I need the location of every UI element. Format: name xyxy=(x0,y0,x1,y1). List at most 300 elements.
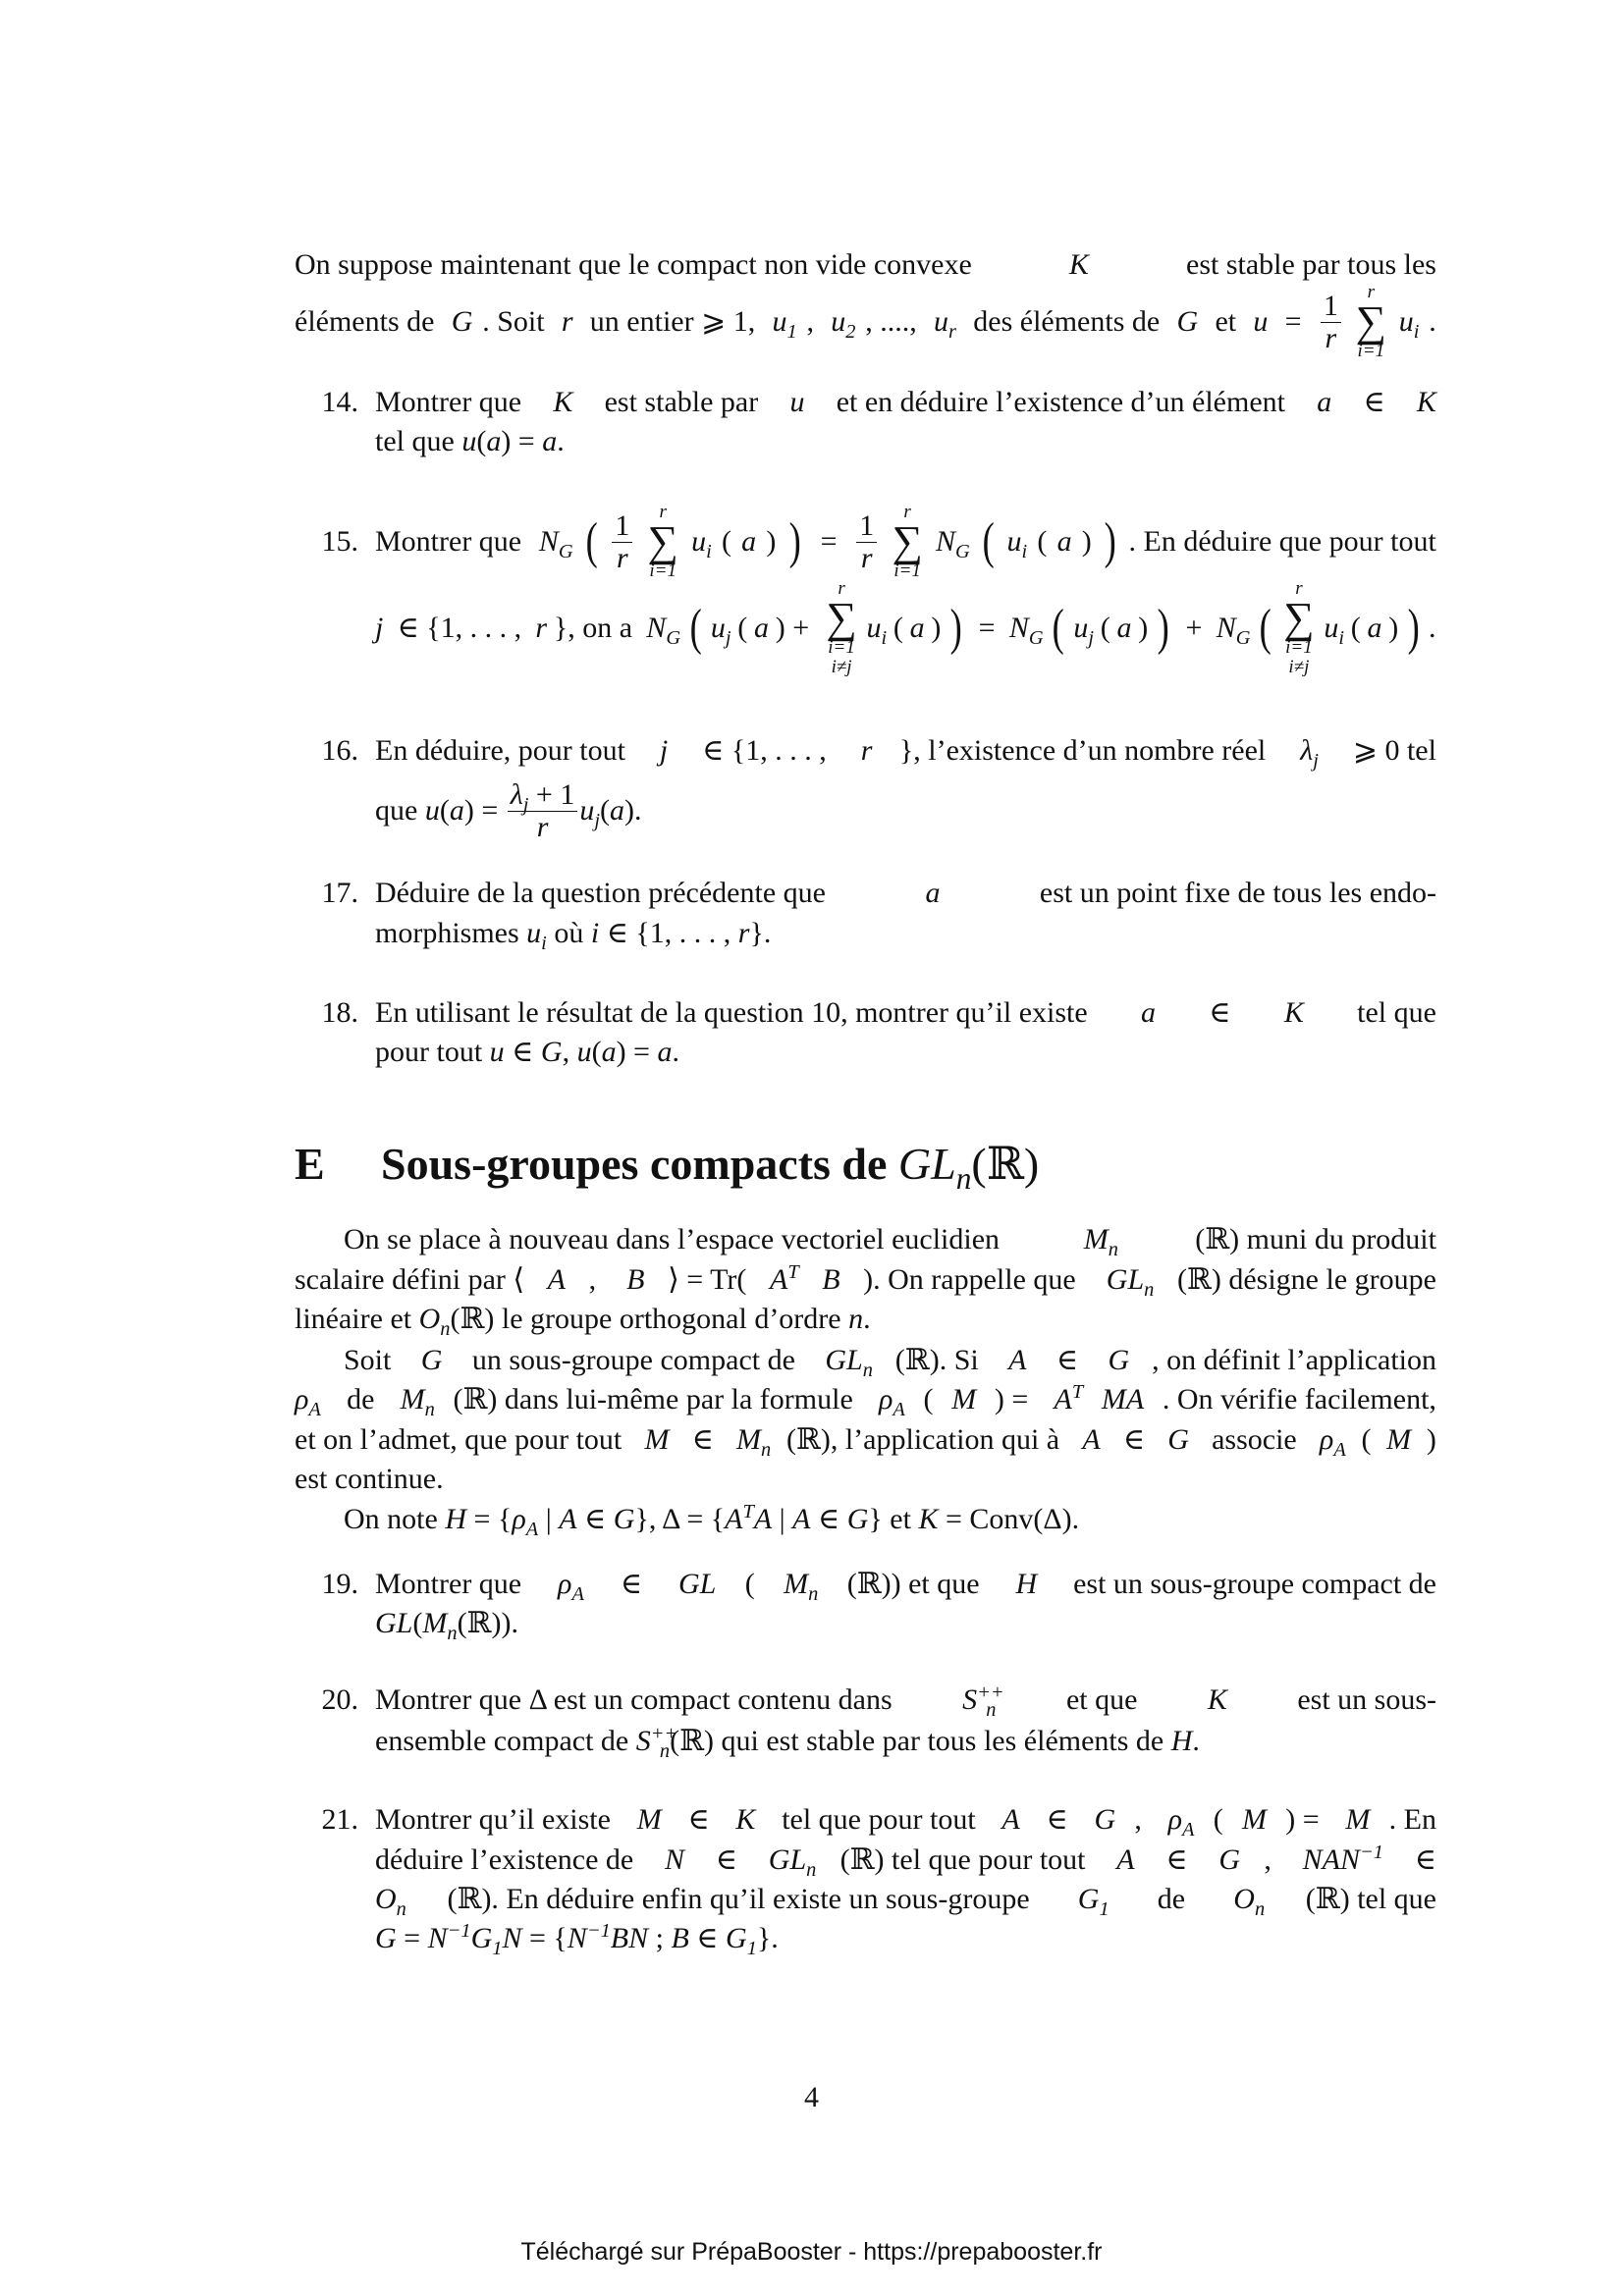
math-subscript: n xyxy=(808,1583,819,1605)
text-run: } et xyxy=(868,1503,919,1535)
math-subscript: j xyxy=(594,810,601,831)
math-symbol: A xyxy=(1082,1423,1101,1456)
math-symbol: $u_r$ xyxy=(934,305,956,343)
text-run: de xyxy=(339,1383,382,1415)
question-line xyxy=(375,1033,1436,1072)
math-subscript: 2 xyxy=(845,321,856,343)
text-run: }, l’existence d’un nombre réel xyxy=(898,734,1273,767)
math-symbol: $S^{++}_n$ xyxy=(962,1682,1004,1721)
math-subscript: n xyxy=(1254,1898,1266,1920)
math-symbol: M xyxy=(1242,1803,1267,1836)
math-subscript: n xyxy=(955,1161,972,1197)
math-symbol: a xyxy=(925,877,941,909)
math-symbol: r xyxy=(737,917,750,949)
text-run: . xyxy=(557,425,565,457)
text-run: (ℝ). En déduire enfin qu’il existe un sous-groupe xyxy=(447,1883,1038,1915)
math-symbol: a xyxy=(741,525,757,558)
text-run: (ℝ) dans lui-même par la formule xyxy=(453,1383,861,1415)
math-symbol: a xyxy=(909,612,925,644)
math-subscript: r xyxy=(948,321,956,343)
math-symbol: r xyxy=(1325,321,1337,354)
text-run: ∈ {1, . . . , xyxy=(694,734,835,767)
text-run: | xyxy=(538,1503,560,1535)
fraction xyxy=(612,510,632,573)
text-run: est stable par tous les xyxy=(1178,248,1436,281)
math-symbol: A xyxy=(1116,1843,1135,1876)
text-run: = xyxy=(396,1922,428,1954)
text-run: ( xyxy=(1037,525,1048,558)
text-run: }, on a xyxy=(553,612,640,644)
math-symbol: a xyxy=(542,425,558,457)
text-run: . xyxy=(863,1303,871,1335)
text-run: . En xyxy=(1388,1803,1436,1836)
text-run: (ℝ)). xyxy=(457,1607,518,1639)
math-symbol: K xyxy=(1207,1683,1227,1716)
text-run: et en déduire l’existence d’un élément xyxy=(829,386,1293,418)
text-run: + xyxy=(1178,612,1210,644)
sum-lower-limit: i=1 xyxy=(649,561,676,581)
fraction-numerator xyxy=(1321,291,1341,323)
math-symbol: $N_G$ xyxy=(646,612,681,649)
text-run: ) + xyxy=(775,612,817,644)
math-symbol: $\rho_A$ xyxy=(558,1568,584,1605)
text-run: des éléments de xyxy=(965,305,1167,338)
text-run: associe xyxy=(1204,1423,1305,1456)
text-run: = Conv(Δ). xyxy=(938,1503,1080,1535)
question-line xyxy=(375,1722,1436,1761)
text-run: 1 xyxy=(1323,290,1338,322)
math-subscript: G xyxy=(1235,627,1251,649)
text-run: pour tout xyxy=(375,1036,490,1068)
math-symbol: u xyxy=(424,794,440,827)
math-symbol: A xyxy=(753,1503,773,1535)
math-symbol: G xyxy=(1218,1843,1241,1876)
math-subscript: n xyxy=(424,1399,435,1420)
math-symbol: GL xyxy=(677,1568,717,1600)
paragraph-line xyxy=(344,1500,1436,1539)
math-symbol: u xyxy=(1253,305,1269,338)
text-run: ) xyxy=(1388,612,1399,644)
math-symbol: BN xyxy=(610,1922,649,1954)
text-run: et xyxy=(1207,305,1244,338)
text-run: ) = xyxy=(463,794,506,827)
math-symbol: $NAN^{-1}$ xyxy=(1302,1842,1383,1876)
math-symbol: $M_n$ xyxy=(400,1383,435,1420)
question-line xyxy=(375,1681,1436,1720)
text-run: ). xyxy=(624,794,642,827)
math-symbol: G xyxy=(420,1344,443,1376)
text-run: ) xyxy=(766,525,777,558)
text-run: En utilisant le résultat de la question 10, montrer qu’il existe xyxy=(375,996,1096,1029)
text-run: ⩾ 0 tel xyxy=(1345,734,1436,767)
text-run: ( xyxy=(923,1383,934,1415)
text-run: et que xyxy=(1058,1683,1145,1716)
text-run: (ℝ)) et que xyxy=(846,1568,988,1600)
math-symbol: K xyxy=(1283,996,1304,1029)
text-run: (ℝ) le groupe orthogonal d’ordre xyxy=(450,1303,849,1335)
text-run: Montrer que xyxy=(375,525,529,558)
math-symbol: $\lambda_j$ xyxy=(1300,734,1319,772)
math-subscript: n xyxy=(1144,1279,1155,1301)
math-subscript: i xyxy=(541,933,547,954)
math-symbol: G xyxy=(451,305,473,338)
math-symbol: a xyxy=(1317,386,1332,418)
math-symbol: r xyxy=(860,734,873,767)
math-symbol: $G_1$ xyxy=(1077,1883,1109,1920)
text-run: . xyxy=(1429,612,1436,644)
text-run: est continue. xyxy=(295,1463,444,1495)
sum-upper-limit: r xyxy=(903,502,911,522)
text-run: linéaire et xyxy=(295,1303,419,1335)
text-run: ) = xyxy=(1285,1803,1327,1836)
sum-lower-limit: i=1 xyxy=(1357,341,1385,361)
text-run: ∈ xyxy=(708,1843,745,1876)
big-delimiter: ) xyxy=(949,600,962,656)
math-symbol: $u_i$ xyxy=(1324,612,1345,649)
math-symbol: B xyxy=(626,1263,645,1296)
math-symbol: $M_n$ xyxy=(784,1568,819,1605)
math-symbol: B xyxy=(822,1263,840,1296)
math-symbol: a xyxy=(1367,612,1382,644)
text-run: On note xyxy=(344,1503,446,1535)
math-tail: (ℝ) xyxy=(971,1139,1040,1189)
math-subscript: i xyxy=(1021,541,1028,562)
math-symbol: u xyxy=(461,425,477,457)
sum-upper-limit: r xyxy=(1295,578,1303,599)
math-symbol: $A^T$ xyxy=(725,1501,754,1535)
math-symbol: r xyxy=(536,810,549,843)
math-symbol: G xyxy=(540,1036,563,1068)
text-run: On se place à nouveau dans l’espace vectoriel euclidien xyxy=(344,1223,1007,1255)
math-symbol: A xyxy=(792,1503,811,1535)
math-symbol: j xyxy=(659,734,669,767)
summation xyxy=(1356,283,1386,361)
math-symbol: i xyxy=(590,917,600,949)
fraction-numerator xyxy=(612,510,632,543)
math-superscript: T xyxy=(1071,1381,1084,1403)
text-run: ) = xyxy=(994,1383,1036,1415)
math-symbol: $G_1$ xyxy=(470,1922,503,1959)
math-symbol: $M_n$ xyxy=(736,1423,772,1461)
question-line xyxy=(375,993,1436,1033)
question-line xyxy=(375,1919,1436,1958)
text-run: , xyxy=(588,1263,604,1296)
text-run: ) = xyxy=(501,425,543,457)
math-symbol: $N^{-1}$ xyxy=(567,1920,611,1954)
text-run: ∈ xyxy=(679,1803,718,1836)
big-delimiter: ) xyxy=(1104,513,1116,569)
big-delimiter: ( xyxy=(1259,600,1271,656)
question-line xyxy=(375,422,1436,461)
math-subscript: j xyxy=(1088,627,1095,649)
text-run: et on l’admet, que pour tout xyxy=(295,1423,629,1456)
question-number: 21. xyxy=(321,1803,358,1836)
fraction-denominator xyxy=(861,543,873,574)
math-symbol: $O_n$ xyxy=(1233,1883,1266,1920)
math-symbol: K xyxy=(918,1503,939,1535)
text-run: ∈ xyxy=(1407,1843,1436,1876)
text-run: . En déduire que pour tout xyxy=(1128,525,1436,558)
math-symbol: $O_n$ xyxy=(375,1883,406,1920)
math-symbol: $O_n$ xyxy=(418,1303,451,1340)
math-symbol: $N_G$ xyxy=(538,525,573,562)
section-title-math xyxy=(897,1139,1040,1197)
math-subscript: A xyxy=(893,1399,905,1420)
text-run: (ℝ) tel que pour tout xyxy=(839,1843,1093,1876)
text-run: . xyxy=(672,1036,679,1068)
text-run: , xyxy=(1264,1843,1279,1876)
question-number: 15. xyxy=(321,525,358,558)
text-run: ). On rappelle que xyxy=(863,1263,1084,1296)
math-subscript: A xyxy=(308,1399,321,1420)
math-symbol: M xyxy=(644,1423,670,1456)
text-run: ⟩ = Tr( xyxy=(668,1263,747,1296)
sum-lower-limit: i=1 xyxy=(893,561,921,581)
math-symbol: $N_G$ xyxy=(1216,612,1251,649)
text-run: ) = xyxy=(616,1036,658,1068)
math-superscript: T xyxy=(742,1501,754,1522)
text-run: ) xyxy=(1081,525,1092,558)
math-symbol: M xyxy=(636,1803,662,1836)
text-run: ( xyxy=(721,525,731,558)
math-symbol: GL xyxy=(375,1607,413,1639)
math-subscript: n xyxy=(806,1859,817,1881)
text-run: , xyxy=(562,1036,577,1068)
fraction xyxy=(1321,291,1341,353)
math-symbol: $GL_n$ xyxy=(1106,1263,1155,1301)
text-run: ( xyxy=(744,1568,755,1600)
math-symbol: N xyxy=(502,1922,522,1954)
math-symbol: u xyxy=(789,386,805,418)
text-run: ( xyxy=(1213,1803,1223,1836)
math-subscript: j xyxy=(522,794,529,816)
text-run: . Soit xyxy=(482,305,553,338)
text-run: 1 xyxy=(615,509,630,542)
math-subscript: j xyxy=(725,627,731,649)
text-run: (ℝ) qui est stable par tous les éléments de xyxy=(670,1725,1171,1757)
math-symbol: a xyxy=(753,612,769,644)
math-symbol: u xyxy=(576,1036,592,1068)
math-symbol: $\rho_A$ xyxy=(1167,1803,1195,1841)
text-run: Déduire de la question précédente que xyxy=(375,877,834,909)
text-run: est un sous- xyxy=(1289,1683,1436,1716)
text-run: = { xyxy=(521,1922,568,1954)
question-line xyxy=(375,1841,1436,1880)
text-run: 1 xyxy=(859,509,875,542)
math-subscript: i xyxy=(881,627,888,649)
text-run: ( xyxy=(476,425,487,457)
text-run: ) xyxy=(1426,1423,1436,1456)
text-run: On suppose maintenant que le compact non vide convexe xyxy=(295,248,980,281)
question-line xyxy=(375,1565,1436,1604)
math-subscript: i xyxy=(1413,321,1420,343)
math-superscript: −1 xyxy=(447,1920,471,1942)
text-run: ( xyxy=(1361,1423,1372,1456)
fraction-numerator xyxy=(856,510,877,543)
text-run: Montrer que Δ est un compact contenu dans xyxy=(375,1683,900,1716)
big-delimiter: ) xyxy=(1407,600,1420,656)
text-run: . On vérifie facilement, xyxy=(1162,1383,1436,1415)
text-run: déduire l’existence de xyxy=(375,1843,641,1876)
fraction xyxy=(508,779,578,842)
text-run: ∈ xyxy=(1201,996,1239,1029)
text-run: , ...., xyxy=(865,305,925,338)
text-run: un sous-groupe compact de xyxy=(464,1344,803,1376)
math-subscript: G xyxy=(955,541,970,562)
text-run: ( xyxy=(591,1036,602,1068)
math-symbol: $u_j$ xyxy=(710,612,731,649)
text-run: ( xyxy=(412,1607,423,1639)
math-symbol: a xyxy=(601,1036,617,1068)
text-run: ) xyxy=(931,612,942,644)
math-symbol: a xyxy=(449,794,464,827)
text-run: un entier ⩾ 1, xyxy=(582,305,763,338)
text-run: ) xyxy=(1138,612,1149,644)
big-delimiter: ( xyxy=(1052,600,1065,656)
big-delimiter: ) xyxy=(788,513,801,569)
math-subscript: i xyxy=(1338,627,1345,649)
math-symbol: a xyxy=(1140,996,1156,1029)
text-run: ∈ xyxy=(1115,1423,1153,1456)
math-symbol: $\rho_A$ xyxy=(295,1383,321,1420)
math-symbol: $M_n$ xyxy=(422,1607,458,1644)
text-run: ( xyxy=(737,612,748,644)
fraction xyxy=(856,510,877,573)
big-delimiter: ) xyxy=(1157,600,1169,656)
question-number: 19. xyxy=(321,1568,358,1600)
math-symbol: G xyxy=(1094,1803,1116,1836)
text-run: ∈ xyxy=(684,1423,722,1456)
math-symbol: K xyxy=(1416,386,1436,418)
sigma-symbol: ∑ xyxy=(647,517,678,565)
math-symbol: G xyxy=(613,1503,635,1535)
summation xyxy=(892,503,922,581)
text-run: ( xyxy=(893,612,903,644)
text-run: éléments de xyxy=(295,305,442,338)
text-run: tel que xyxy=(1349,996,1436,1029)
question-line xyxy=(375,383,1436,422)
text-run: ∈ xyxy=(613,1568,650,1600)
page-number: 4 xyxy=(804,2081,819,2113)
sigma-symbol: ∑ xyxy=(1283,594,1315,642)
paragraph-line xyxy=(295,1380,1436,1419)
math-subscript: 1 xyxy=(1099,1898,1109,1920)
math-symbol: M xyxy=(951,1383,977,1415)
sum-lower-limit: i≠j xyxy=(831,657,852,677)
math-symbol: $\rho_A$ xyxy=(1319,1423,1346,1461)
math-symbol: a xyxy=(1056,525,1072,558)
big-delimiter: ( xyxy=(689,600,702,656)
text-run: }. xyxy=(756,1922,779,1954)
math-symbol: r xyxy=(860,541,873,574)
text-run: (ℝ) muni du produit xyxy=(1195,1223,1436,1255)
text-run: ∈ xyxy=(1355,386,1393,418)
text-run: ; xyxy=(648,1922,672,1954)
math-subscript: n xyxy=(862,1360,873,1381)
text-run: ∈ {1, . . . , xyxy=(390,612,529,644)
math-subscript: A xyxy=(1182,1819,1195,1841)
paragraph-line xyxy=(344,1341,1436,1380)
text-run: ∈ xyxy=(504,1036,541,1068)
math-symbol: $A^T$ xyxy=(769,1261,799,1296)
question-line xyxy=(375,914,1436,953)
math-subscript: n xyxy=(1108,1239,1118,1260)
math-superscript: T xyxy=(787,1261,799,1283)
summation xyxy=(1283,579,1314,677)
math-symbol: G xyxy=(1176,305,1199,338)
section-letter: E xyxy=(295,1139,325,1189)
text-run: , xyxy=(1134,1803,1150,1836)
math-symbol: $N_G$ xyxy=(1008,612,1044,649)
text-run: ∈ xyxy=(576,1503,614,1535)
math-symbol: K xyxy=(553,386,573,418)
math-subscript: G xyxy=(558,541,573,562)
text-run: (ℝ) désigne le groupe xyxy=(1176,1263,1436,1296)
text-run: = xyxy=(1277,305,1310,338)
question-line xyxy=(375,1604,1436,1643)
math-subscript: n xyxy=(761,1439,772,1461)
summation xyxy=(826,579,856,677)
paragraph-line xyxy=(295,1460,1436,1499)
text-run: = { xyxy=(466,1503,513,1535)
math-symbol: $G_1$ xyxy=(726,1922,757,1959)
math-symbol: $u_j$ xyxy=(1073,612,1095,649)
math-subscript: n xyxy=(659,1740,671,1762)
sum-lower-limit: i=1 xyxy=(1285,637,1313,658)
text-run: tel que pour tout xyxy=(774,1803,984,1836)
text-run: En déduire, pour tout xyxy=(375,734,633,767)
text-run: est un sous-groupe compact de xyxy=(1065,1568,1436,1600)
math-symbol: $\lambda_j$ xyxy=(510,778,529,816)
math-symbol: $A^T$ xyxy=(1054,1381,1084,1415)
text-run: }. xyxy=(749,917,772,949)
math-symbol: A xyxy=(1008,1344,1027,1376)
math-symbol: A xyxy=(547,1263,566,1296)
math-symbol: $\rho_A$ xyxy=(878,1383,905,1420)
text-run: , xyxy=(806,305,822,338)
math-symbol: $GL_n$ xyxy=(825,1344,873,1381)
text-run: ( xyxy=(600,794,611,827)
paragraph-line xyxy=(295,1420,1436,1460)
big-delimiter: ( xyxy=(585,513,598,569)
math-symbol: a xyxy=(657,1036,673,1068)
math-subscript: 1 xyxy=(746,1938,757,1959)
sigma-symbol: ∑ xyxy=(892,517,923,565)
paragraph-line xyxy=(295,245,1436,285)
math-symbol: A xyxy=(559,1503,577,1535)
download-footer: Téléchargé sur PrépaBooster - https://prepabooster.fr xyxy=(520,2238,1103,2266)
math-subscript: 1 xyxy=(786,321,797,343)
text-run: ∈ xyxy=(1038,1803,1076,1836)
text-run: ∈ xyxy=(688,1922,727,1954)
math-superscript: −1 xyxy=(1359,1842,1383,1863)
math-symbol: H xyxy=(1015,1568,1038,1600)
sum-upper-limit: r xyxy=(659,502,667,522)
math-subscript: G xyxy=(666,627,681,649)
sigma-symbol: ∑ xyxy=(826,594,857,642)
question-line xyxy=(375,1800,1436,1840)
math-subscript: n xyxy=(447,1623,458,1644)
math-symbol: $u_2$ xyxy=(831,305,856,343)
text-run: (ℝ) tel que xyxy=(1305,1883,1436,1915)
text-run: est un point fixe de tous les endo- xyxy=(1032,877,1436,909)
math-symbol: GL xyxy=(897,1139,956,1189)
math-subscript: n xyxy=(440,1318,451,1340)
math-symbol: $N^{-1}$ xyxy=(427,1920,471,1954)
math-subscript: j xyxy=(1313,750,1319,772)
math-superscript: −1 xyxy=(586,1920,611,1942)
text-run: (ℝ). Si xyxy=(894,1344,987,1376)
